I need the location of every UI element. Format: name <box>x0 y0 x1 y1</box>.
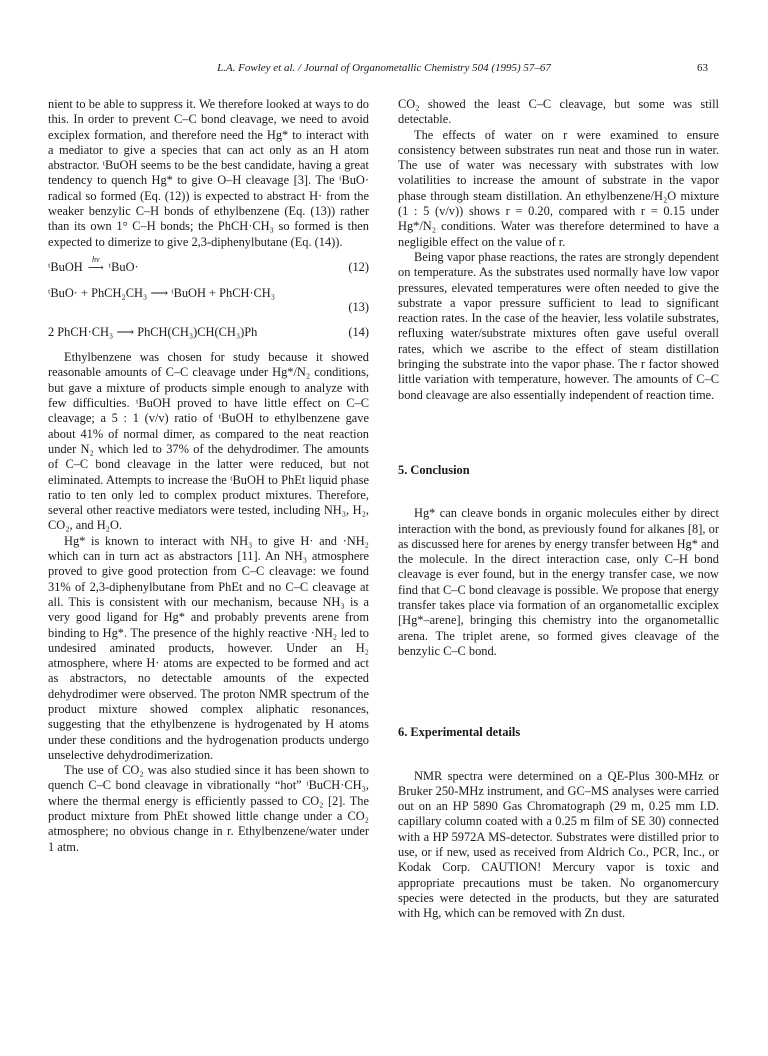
section-heading-experimental: 6. Experimental details <box>398 725 521 740</box>
right-column <box>398 97 719 921</box>
paragraph: The effects of water on r were examined to ensure consistency between substrates run neat and those run in water. The use of water was necessary with substrates with low volatilities to increase the amount of substrate in the vapor phase through steam distillation. An ethylbenzene/H₂O mixture (1 : 5 (v/v)) shows r = 0.20, compared with r = 0.15 under Hg*/N₂ conditions. Water was therefore determined to have a negligible effect on the value of r. <box>398 127 719 249</box>
page-number: 63 <box>697 62 708 74</box>
equation-13-body: ᵗBuO· + PhCH₂CH₃ ⟶ ᵗBuOH + PhCH·CH₃ <box>48 286 276 301</box>
arrow-label: hν <box>91 254 100 264</box>
paragraph: NMR spectra were determined on a QE-Plus 300-MHz or Bruker 250-MHz instrument, and GC–MS analyses were carried out on an HP 5890 Gas Chromatograph (29 m, 0.25 mm I.D. capillary column coated with a 0.25 m film of SE 30) connected with a HP 5972A MS-detector. Substrates were distilled prior to use, or if new, used as received from Aldrich Co., PCR, Inc., or Kodak Corp. CAUTION! Mercury vapor is toxic and appropriate precautions must be taken. No organomercury species were detected in the products, but they are saturated with Hg, which can be removed with Zn dust. <box>398 768 719 921</box>
equation-number: (13) <box>348 299 369 314</box>
arrow-glyph: ⟶ <box>87 261 104 274</box>
paragraph: Ethylbenzene was chosen for study because it showed reasonable amounts of C–C cleavage under Hg*/N₂ conditions, but gave a mixture of products simple enough to analyze with few difficulties. ᵗBuOH proved to have little effect on C–C cleavage; a 5 : 1 (v/v) ratio of ᵗBuOH to ethylbenzene gave about 41% of normal dimer, as compared to the neat reaction under N₂ which led to 37% of the dehydrodimer. The amounts of C–C bond cleavage in the latter were reduced, but not eliminated. Attempts to increase the ᵗBuOH to PhEt liquid phase ratio to ten only led to complex product mixtures. Therefore, several other reactive mediators were tested, including NH₃, H₂, CO₂, and H₂O. <box>48 350 369 533</box>
paragraph: Being vapor phase reactions, the rates are strongly dependent on temperature. As the substrates used normally have low vapor pressures, elevated temperatures were often needed to give the substrate a vapor pressure sufficient to lead to significant reaction rates. In the case of the heavier, less volatile substrates, refluxing water/substrate mixtures often gave useful overall rates, which we ascribe to the effect of steam distillation bringing the substrate into the vapor phase. The r factor showed little variation with temperature, however. The amounts of C–C bond cleavage are also essentially independent of reaction time. <box>398 249 719 402</box>
paragraph: CO₂ showed the least C–C cleavage, but some was still detectable. <box>398 97 719 127</box>
equation-13 <box>48 286 369 315</box>
paragraph: Hg* can cleave bonds in organic molecules either by direct interaction with the bond, as previously found for alkanes [8], or as discussed here for arenes by energy transfer between Hg* and the molecule. In the direct interaction case, only C–H bond cleavage is ever found, but in the energy transfer case, we now find that C–C bond cleavage is possible. We propose that energy transfer takes place via formation of an organometallic exciplex [Hg*–arene], bringing this chemistry into the organometallic arena. The triplet arene, so formed gives cleavage of the benzylic C–C bond. <box>398 506 719 658</box>
paragraph: nient to be able to suppress it. We therefore looked at ways to do this. In order to prevent C–C bond cleavage, we need to avoid exciplex formation, and therefore need the Hg* to interact with a mediator to give a species that can act only as an H atom abstractor. ᵗBuOH seems to be the best candidate, having a great tendency to quench Hg* to give O–H cleavage [3]. The ᵗBuO· radical so formed (Eq. (12)) is expected to abstract H· from the weaker benzylic C–H bonds of ethylbenzene (Eq. (13)) rather than its own 1° C–H bonds; the PhCH·CH₃ so formed is then expected to dimerize to give 2,3-diphenylbutane (Eq. (14)). <box>48 97 369 249</box>
reaction-arrow-icon <box>87 254 104 276</box>
left-column <box>48 97 369 855</box>
equation-14 <box>48 325 369 340</box>
equation-12-product: ᵗBuO· <box>108 259 139 274</box>
paragraph: The use of CO₂ was also studied since it has been shown to quench C–C bond cleavage in vibrationally “hot” ᵗBuCH·CH₃, where the thermal energy is efficiently passed to CO₂ [2]. The product mixture from PhEt showed little change under a CO₂ atmosphere; no obvious change in r. Ethylbenzene/water under 1 atm. <box>48 763 369 854</box>
page-header <box>0 62 768 78</box>
equation-12 <box>48 254 369 276</box>
equation-14-body: 2 PhCH·CH₃ ⟶ PhCH(CH₃)CH(CH₃)Ph <box>48 324 258 339</box>
equation-number: (14) <box>348 324 369 339</box>
running-head: L.A. Fowley et al. / Journal of Organometallic Chemistry 504 (1995) 57–67 <box>217 62 551 74</box>
paragraph: Hg* is known to interact with NH₃ to give H· and ·NH₂ which can in turn act as abstractors [11]. An NH₃ atmosphere proved to give good protection from C–C cleavage: we found 31% of 2,3-diphenylbutane from PhEt and no C–C cleavage at all. This is consistent with our mechanism, because NH₃ is a very good ligand for Hg* and probably prevents arene from binding to Hg*. The presence of the highly reactive ·NH₂ led to undesired aminated products, however. Under an H₂ atmosphere, where H· atoms are expected to be formed and act as abstractors, no detectable amounts of the expected dehydrodimer were observed. The proton NMR spectrum of the product mixture showed complex aliphatic resonances, suggesting that the ethylbenzene is hydrogenated by H atoms under these conditions and the hydrogenation products undergo unselective dehydrodimerization. <box>48 533 369 762</box>
equation-number: (12) <box>348 259 369 274</box>
equation-12-reactant: ᵗBuOH <box>48 259 83 274</box>
section-heading-conclusion: 5. Conclusion <box>398 462 470 477</box>
